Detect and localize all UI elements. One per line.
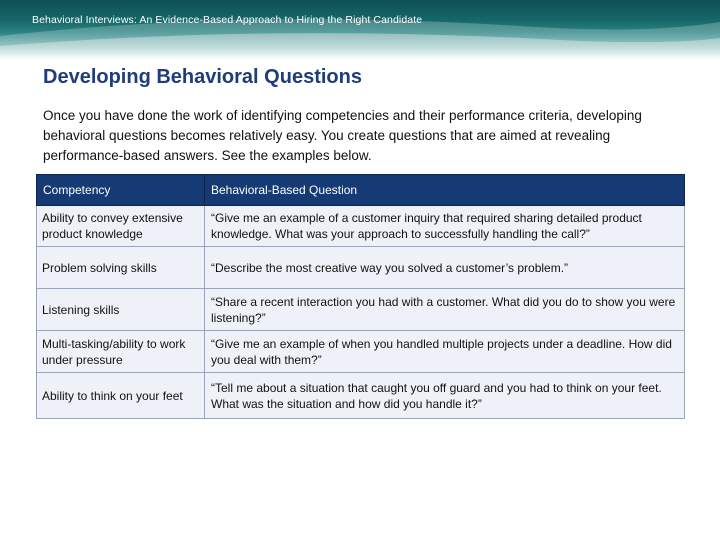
- page-title: Developing Behavioral Questions: [43, 66, 362, 88]
- table-row: [37, 331, 685, 373]
- table-row: [37, 373, 685, 419]
- slide-content: [0, 60, 720, 540]
- intro-paragraph: Once you have done the work of identifying competencies and their performance criteria, developing behavioral questions becomes relatively easy. You create questions that are aimed at revealing performance-based answers. See the examples below.: [43, 108, 642, 163]
- table-header-row: [37, 175, 685, 206]
- question-cell: “Describe the most creative way you solved a customer’s problem.”: [205, 247, 685, 289]
- column-header-question: Behavioral-Based Question: [205, 175, 685, 206]
- competency-cell: Ability to think on your feet: [37, 373, 205, 419]
- banner-swoosh-decoration: [0, 0, 720, 60]
- questions-table: [36, 174, 685, 419]
- header-banner: [0, 0, 720, 60]
- question-cell: “Share a recent interaction you had with a customer. What did you do to show you were listening?”: [205, 289, 685, 331]
- question-cell: “Tell me about a situation that caught you off guard and you had to think on your feet. What was the situation and how did you handle it?”: [205, 373, 685, 419]
- competency-cell: Listening skills: [37, 289, 205, 331]
- competency-cell: Problem solving skills: [37, 247, 205, 289]
- competency-cell: Multi-tasking/ability to work under pressure: [37, 331, 205, 373]
- table-row: [37, 247, 685, 289]
- header-title: Behavioral Interviews: An Evidence-Based Approach to Hiring the Right Candidate: [32, 14, 423, 26]
- competency-cell: Ability to convey extensive product knowledge: [37, 206, 205, 247]
- question-cell: “Give me an example of when you handled multiple projects under a deadline. How did you deal with them?”: [205, 331, 685, 373]
- column-header-competency: Competency: [37, 175, 205, 206]
- table-row: [37, 289, 685, 331]
- table-row: [37, 206, 685, 247]
- question-cell: “Give me an example of a customer inquiry that required sharing detailed product knowledge. What was your approach to successfully handling the call?”: [205, 206, 685, 247]
